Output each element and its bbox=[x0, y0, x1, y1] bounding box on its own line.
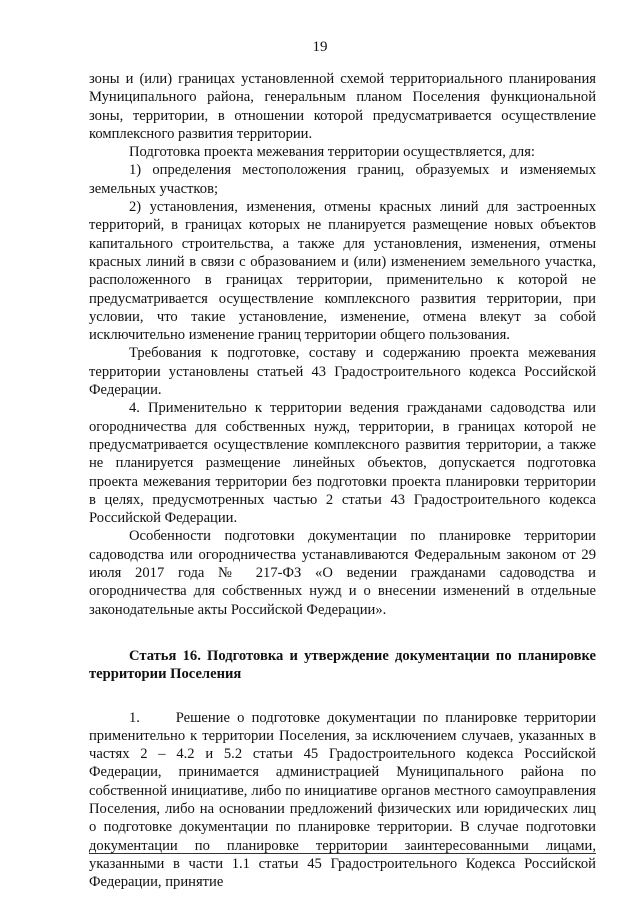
document-body bbox=[89, 70, 600, 891]
article-paragraph-1: 1. Решение о подготовке документации по планировке территории применительно к территории Поселения, за исключением случаев, указанных в частях 2 – 4.2 и 5.2 статьи 45 Градостроительного кодекса Российской Федерации, принимается администрацией Муниципального района по собственной инициативе, либо по инициативе органов местного самоуправления Поселения, либо на основании предложений физических или юридических лиц о подготовке документации по планировке территории. В случае подготовки документации по планировке территории заинтересованными лицами, указанными в части 1.1 статьи 45 Градостроительного Кодекса Российской Федерации, принятие bbox=[89, 709, 600, 891]
paragraph-continuation: зоны и (или) границах установленной схемой территориального планирования Муниципального района, генеральным планом Поселения функциональной зоны, территории, в отношении которой предусматривается осуществление комплексного развития территории. bbox=[89, 71, 596, 142]
paragraph-requirements: Требования к подготовке, составу и содержанию проекта межевания территории установлены статьей 43 Градостроительного кодекса Российской Федерации. bbox=[89, 345, 596, 399]
page-number: 19 bbox=[312, 39, 328, 55]
paragraph-features: Особенности подготовки документации по планировке территории садоводства или огородничества устанавливаются Федеральным законом от 29 июля 2017 года № 217-ФЗ «О ведении гражданами садоводства и огородничества для собственных нужд и о внесении изменений в отдельные законодательные акты Российской Федерации». bbox=[89, 528, 596, 618]
paragraph-point-4: 4. Применительно к территории ведения гражданами садоводства или огородничества для собственных нужд, территории, в границах которой не предусматривается осуществление комплексного развития территории, а также не планируется размещение линейных объектов, допускается подготовка проекта межевания территории без подготовки проекта планировки территории в целях, предусмотренных частью 2 статьи 43 Градостроительного кодекса Российской Федерации. bbox=[89, 400, 596, 527]
footer-divider bbox=[89, 853, 596, 854]
paragraph-item-1: 1) определения местоположения границ, образуемых и изменяемых земельных участков; bbox=[89, 162, 596, 197]
paragraph-item-2: 2) установления, изменения, отмены красных линий для застроенных территорий, в границах которых не планируется размещение новых объектов капитального строительства, а также для установления, изменения, отмены красных линий в связи с образованием и (или) изменением земельного участка, расположенного в границах территории, применительно к которой не предусматривается осуществление комплексного развития территории, при условии, что такие установление, изменение, отмена влекут за собой исключительно изменение границ территории общего пользования. bbox=[89, 199, 596, 344]
article-heading: Статья 16. Подготовка и утверждение документации по планировке территории Поселения bbox=[89, 647, 596, 683]
paragraph-survey-intro: Подготовка проекта межевания территории осуществляется, для: bbox=[129, 144, 535, 161]
